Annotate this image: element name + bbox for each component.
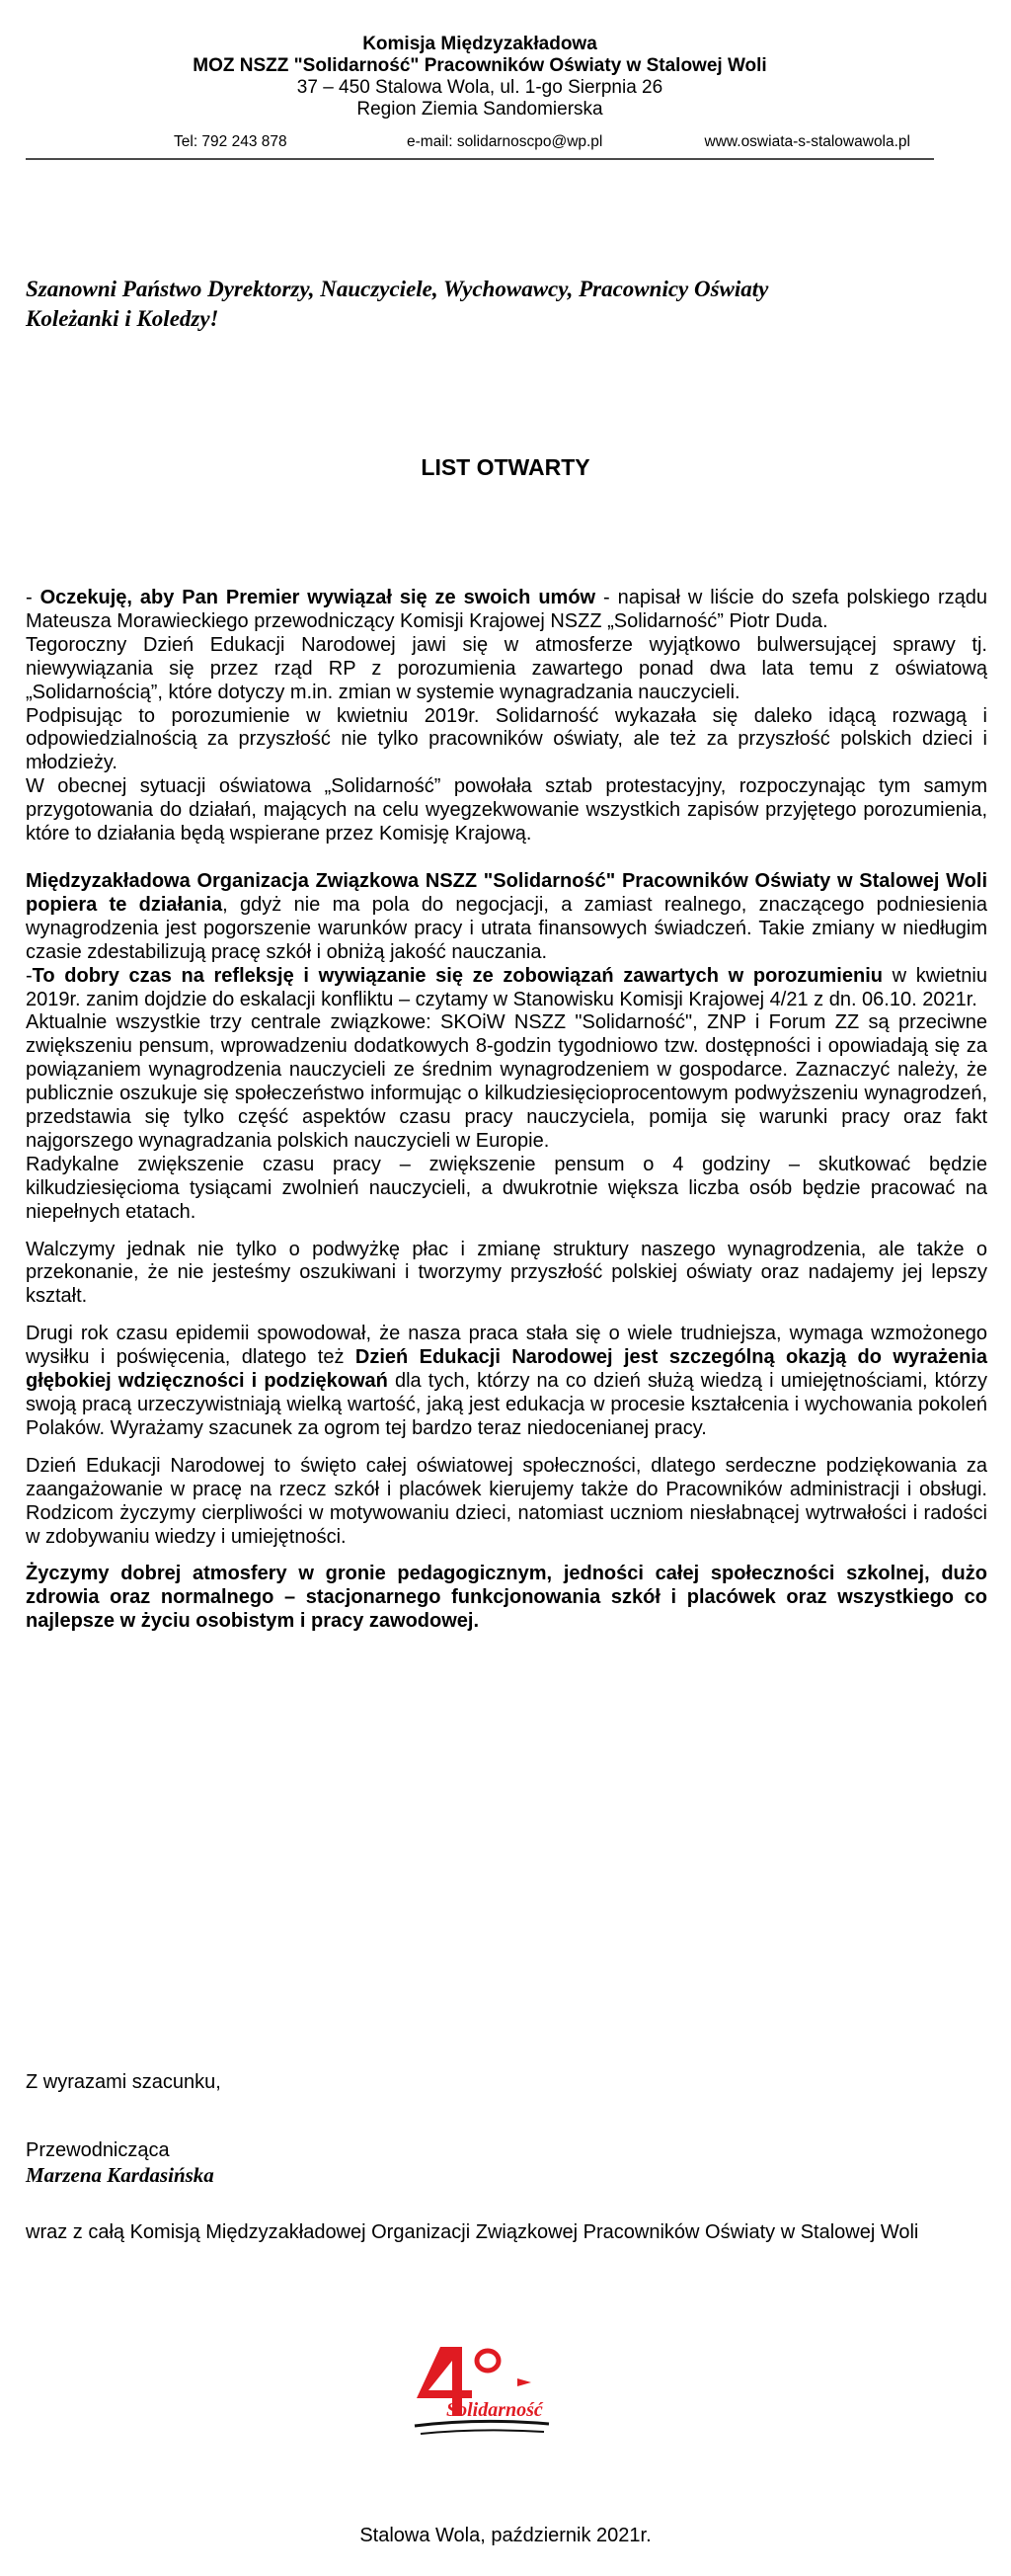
paragraph-5-text: , gdyż nie ma pola do negocjacji, a zamiast realnego, znaczącego podniesienia wynagrodzenia jest pogorszenie warunków pracy i utrata finansowych świadczeń. Takie zmiany w niedługim czasie zdestabilizują pracę szkół i obniżą jakość nauczania. bbox=[26, 893, 987, 963]
greeting-line-1: Szanowni Państwo Dyrektorzy, Nauczyciele, Wychowawcy, Pracownicy Oświaty bbox=[26, 277, 769, 301]
paragraph-6-emphasis: To dobry czas na refleksję i wywiązanie się ze zobowiązań zawartych w porozumieniu bbox=[32, 964, 883, 987]
signatory-role: Przewodnicząca bbox=[26, 2139, 170, 2161]
organization-full-name: MOZ NSZZ "Solidarność" Pracowników Oświaty w Stalowej Woli bbox=[193, 55, 767, 76]
logo-digit-zero bbox=[477, 2351, 499, 2371]
paragraph-2: Tegoroczny Dzień Edukacji Narodowej jawi się w atmosferze wyjątkowo bulwersującej sprawy tj. niewywiązania się przez rząd RP z porozumienia zawartego ponad dwa lata temu z oświatową „Solidarnością”, które dotyczy m.in. zmian w systemie wynagradzania nauczycieli. bbox=[26, 633, 987, 703]
logo-underline-2 bbox=[421, 2430, 544, 2434]
contact-email: e-mail: solidarnoscpo@wp.pl bbox=[407, 133, 603, 150]
paragraph-10 bbox=[26, 1323, 987, 1441]
closing-phrase: Z wyrazami szacunku, bbox=[26, 2071, 221, 2093]
organization-address: 37 – 450 Stalowa Wola, ul. 1-go Sierpnia 26 bbox=[296, 77, 663, 98]
letterhead bbox=[26, 34, 934, 121]
paragraph-10-text-a: Drugi rok czasu epidemii spowodował, że nasza praca stała się o wiele trudniejsza, wymaga wzmożonego wysiłku i poświęcenia, dlatego też bbox=[26, 1323, 987, 1369]
logo-underline bbox=[415, 2421, 549, 2426]
paragraph-6 bbox=[26, 965, 987, 1012]
logo-wordmark: Solidarność bbox=[446, 2399, 543, 2421]
paragraph-5-emphasis: Międzyzakładowa Organizacja Związkowa NSZZ "Solidarność" Pracowników Oświaty w Stalowej Woli popiera te działania bbox=[26, 869, 987, 916]
letter-title: LIST OTWARTY bbox=[421, 454, 590, 480]
paragraph-1 bbox=[26, 587, 987, 634]
organization-region: Region Ziemia Sandomierska bbox=[356, 99, 603, 120]
paragraph-10-text-b: dla tych, którzy na co dzień służą wiedzą i umiejętnościami, którzy swoją pracą urzeczywistniają wielką wartość, jaką jest edukacja w procesie kształcenia i wychowania pokoleń Polaków. Wyrażamy szacunek za ogrom tej bardzo teraz niedocenianej pracy. bbox=[26, 1370, 988, 1439]
signatory-with: wraz z całą Komisją Międzyzakładowej Organizacji Związkowej Pracowników Oświaty w Stalowej Woli bbox=[26, 2221, 919, 2243]
paragraph-8: Radykalne zwiększenie czasu pracy – zwiększenie pensum o 4 godziny – skutkować będzie kilkudziesięcioma tysiącami zwolnień nauczycieli, a dwukrotnie większa liczba osób będzie pracować na niepełnych etatach. bbox=[26, 1153, 987, 1223]
paragraph-1-prefix: - bbox=[26, 587, 40, 608]
paragraph-6-prefix: - bbox=[26, 964, 33, 987]
paragraph-5 bbox=[26, 870, 987, 965]
solidarnosc-40-logo bbox=[401, 2339, 569, 2448]
greeting-line-2: Koleżanki i Koledzy! bbox=[26, 306, 219, 331]
contact-line bbox=[174, 133, 910, 153]
signatory-name: Marzena Kardasińska bbox=[26, 2163, 214, 2187]
paragraph-9: Walczymy jednak nie tylko o podwyżkę płac i zmianę struktury naszego wynagrodzenia, ale także o przekonanie, że nie jesteśmy oszukiwani i tworzymy przyszłość polskiej oświaty oraz nadajemy jej lepszy kształt. bbox=[26, 1238, 987, 1308]
paragraph-10-emphasis: Dzień Edukacji Narodowej jest szczególną okazją do wyrażenia głębokiej wdzięczności i podziękowań bbox=[26, 1346, 987, 1393]
letterhead-divider bbox=[26, 158, 934, 160]
contact-phone: Tel: 792 243 878 bbox=[174, 133, 287, 150]
paragraph-12 bbox=[26, 1563, 987, 1634]
paragraph-3: Podpisując to porozumienie w kwietniu 2019r. Solidarność wykazała się daleko idącą rozwagą i odpowiedzialnością za przyszłość nie tylko pracowników oświaty, ale też za przyszłość polskich dzieci i młodzieży. bbox=[26, 704, 987, 774]
logo-flag bbox=[517, 2378, 531, 2392]
paragraph-4: W obecnej sytuacji oświatowa „Solidarność” powołała sztab protestacyjny, rozpoczynając tym samym przygotowania do działań, mających na celu wyegzekwowanie wszystkich zapisów przyjętego porozumienia, które to działania będą wspierane przez Komisję Krajową. bbox=[26, 775, 987, 845]
paragraph-12-emphasis: Życzymy dobrej atmosfery w gronie pedagogicznym, jedności całej społeczności szkolnej, dużo zdrowia oraz normalnego – stacjonarnego funkcjonowania szkół i placówek oraz wszystkiego co najlepsze w życiu osobistym i pracy zawodowej. bbox=[26, 1563, 987, 1633]
organization-name: Komisja Międzyzakładowa bbox=[362, 34, 597, 54]
contact-website: www.oswiata-s-stalowawola.pl bbox=[704, 133, 910, 150]
paragraph-6-text: w kwietniu 2019r. zanim dojdzie do eskalacji konfliktu – czytamy w Stanowisku Komisji Krajowej 4/21 z dn. 06.10. 2021r. bbox=[26, 964, 987, 1010]
place-and-date: Stalowa Wola, październik 2021r. bbox=[359, 2525, 652, 2546]
letter-body bbox=[26, 587, 987, 1634]
paragraph-1-text: - napisał w liście do szefa polskiego rządu Mateusza Morawieckiego przewodniczący Komisji Krajowej NSZZ „Solidarność” Piotr Duda. bbox=[26, 587, 988, 632]
paragraph-1-emphasis: Oczekuję, aby Pan Premier wywiązał się ze swoich umów bbox=[39, 587, 596, 608]
greeting bbox=[26, 275, 993, 334]
paragraph-11: Dzień Edukacji Narodowej to święto całej oświatowej społeczności, dlatego serdeczne podziękowania za zaangażowanie w pracę na rzecz szkół i placówek kierujemy także do Pracowników administracji i obsługi. Rodzicom życzymy cierpliwości w motywowaniu dzieci, natomiast uczniom niesłabnącej wytrwałości i radości w zdobywaniu wiedzy i umiejętności. bbox=[26, 1454, 987, 1548]
paragraph-7: Aktualnie wszystkie trzy centrale związkowe: SKOiW NSZZ "Solidarność", ZNP i Forum ZZ są przeciwne zwiększeniu pensum, wprowadzeniu dodatkowych 8-godzin tygodniowo tzw. dostępności i opowiadają się za powiązaniem wynagrodzenia nauczycieli ze średnim wynagrodzeniem w gospodarce. Zaznaczyć należy, że publicznie oszukuje się społeczeństwo informując o kilkudziesięcioprocentowym podwyższeniu wynagrodzeń, przedstawia się tylko część aspektów czasu pracy nauczyciela, pomija się warunki pracy oraz fakt najgorszego wynagradzania polskich nauczycieli w Europie. bbox=[26, 1011, 987, 1152]
